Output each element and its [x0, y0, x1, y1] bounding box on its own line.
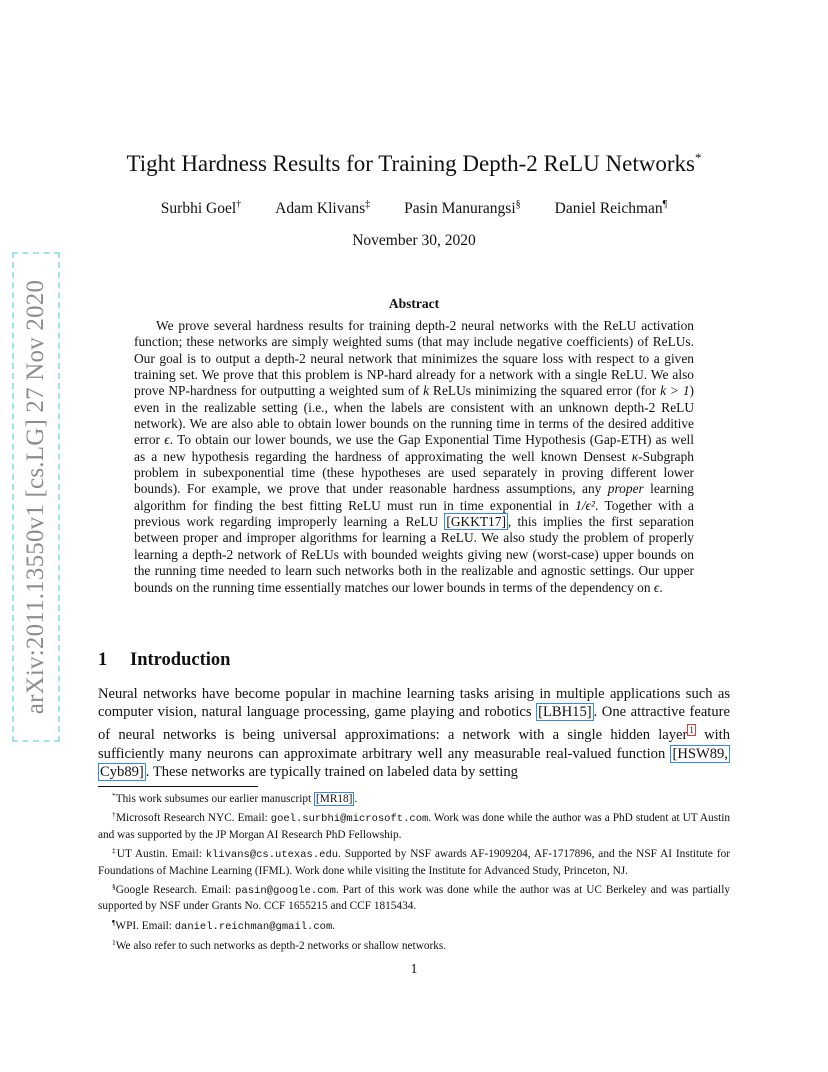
author — [555, 199, 668, 218]
author-name: Pasin Manurangsi — [404, 200, 516, 217]
paper-date: November 30, 2020 — [352, 232, 476, 249]
section-title: Introduction — [130, 650, 231, 670]
author — [404, 199, 521, 218]
title-text: Tight Hardness Results for Training Depth-2 ReLU Networks — [126, 151, 695, 176]
author — [161, 199, 241, 218]
page-number: 1 — [410, 962, 418, 977]
section-number: 1 — [98, 650, 108, 670]
footnote: *This work subsumes our earlier manuscript [MR18] . — [112, 791, 358, 805]
citation-link[interactable]: [LBH15] — [538, 704, 592, 721]
intro-paragraph: Neural networks have become popular in machine learning tasks arising in multiple applications such as computer vision, natural language processing, game playing and robotics [LBH15] . One attractive feature of neural networks is being universal approximations: a network with a single hidden layer $^1$ with sufficiently many neurons can approximate arbitrary well any measurable real-valued function [HSW89, Cyb89] . These networks are typically trained on labeled data by setting — [98, 686, 731, 780]
footnote: §Google Research. Email: pasin@google.com. Part of this work was done while the author was at UC Berkeley and was partially supported by NSF under Grants No. CCF 1655215 and CCF 1815434. — [98, 882, 730, 913]
section-heading — [98, 650, 230, 671]
citation-link[interactable]: Cyb89] — [100, 763, 144, 780]
author-mark: ‡ — [365, 199, 371, 210]
author-mark: ¶ — [662, 199, 668, 210]
author-name: Surbhi Goel — [160, 200, 237, 217]
abstract-heading: Abstract — [388, 296, 440, 311]
author-mark: § — [515, 199, 521, 210]
email: klivans@cs.utexas.edu — [205, 849, 339, 862]
footnote: $^1$We also refer to such networks as depth-2 networks or shallow networks. — [112, 938, 447, 953]
email: goel.surbhi@microsoft.com — [270, 813, 429, 826]
footnotes — [98, 788, 730, 955]
title-footnote-mark: * — [694, 150, 702, 165]
abstract-body: We prove several hardness results for training depth-2 neural networks with the ReLU activation function; these networks are simply weighted sums (that may include negative coefficients) of ReLUs. Our goal is to output a depth-2 neural network that minimizes the square loss with respect to a given training set. We prove that this problem is NP-hard already for a network with a single ReLU. We also prove NP-hardness for outputting a weighted sum of k ReLUs minimizing the squared error (for k > 1) even in the realizable setting (i.e., when the labels are consistent with an unknown depth-2 ReLU network). We are also able to obtain lower bounds on the running time in terms of the desired additive error ϵ. To obtain our lower bounds, we use the Gap Exponential Time Hypothesis (Gap-ETH) as well as a new hypothesis regarding the hardness of approximating the well known Densest κ-Subgraph problem in subexponential time (these hypotheses are used separately in proving different lower bounds). For example, we prove that under reasonable hardness assumptions, any proper learning algorithm for finding the best fitting ReLU must run in time exponential in 1/ϵ². Together with a previous work regarding improperly learning a ReLU [GKKT17] , this implies the first separation between proper and improper algorithms for learning a ReLU. We also study the problem of properly learning a depth-2 network of ReLUs with bounded weights giving new (worst-case) upper bounds on the running time needed to learn such networks both in the realizable and agnostic settings. Our upper bounds on the running time essentially matches our lower bounds in terms of the dependency on ϵ. — [134, 318, 695, 595]
email: pasin@google.com — [235, 885, 336, 898]
author-mark: † — [236, 199, 242, 210]
paper-title — [0, 150, 828, 177]
citation-link[interactable]: [MR18] — [316, 793, 353, 805]
author-name: Daniel Reichman — [554, 200, 663, 217]
email: daniel.reichman@gmail.com — [174, 920, 333, 933]
footnote-link[interactable]: 1 — [689, 725, 694, 736]
footnote: †Microsoft Research NYC. Email: goel.surbhi@microsoft.com. Work was done while the author was a PhD student at UT Austin and was supported by the JP Morgan AI Research PhD Fellowship. — [98, 810, 731, 841]
author-list — [0, 199, 828, 218]
citation-link[interactable]: [GKKT17] — [446, 514, 506, 530]
footnote: ¶WPI. Email: daniel.reichman@gmail.com. — [112, 917, 336, 933]
arxiv-identifier[interactable]: arXiv:2011.13550v1 [cs.LG] 27 Nov 2020 — [22, 279, 49, 715]
footnote-rule — [98, 786, 258, 787]
author-name: Adam Klivans — [275, 200, 366, 217]
author — [275, 199, 370, 218]
arxiv-side-stamp — [12, 252, 60, 742]
citation-link[interactable]: [HSW89, — [672, 745, 728, 762]
footnote: ‡UT Austin. Email: klivans@cs.utexas.edu. Supported by NSF awards AF-1909204, AF-1717896, and the NSF AI Institute for Foundations of Machine Learning (IFML). Work done while visiting the Institute for Advanced Study, Princeton, NJ. — [98, 846, 730, 877]
